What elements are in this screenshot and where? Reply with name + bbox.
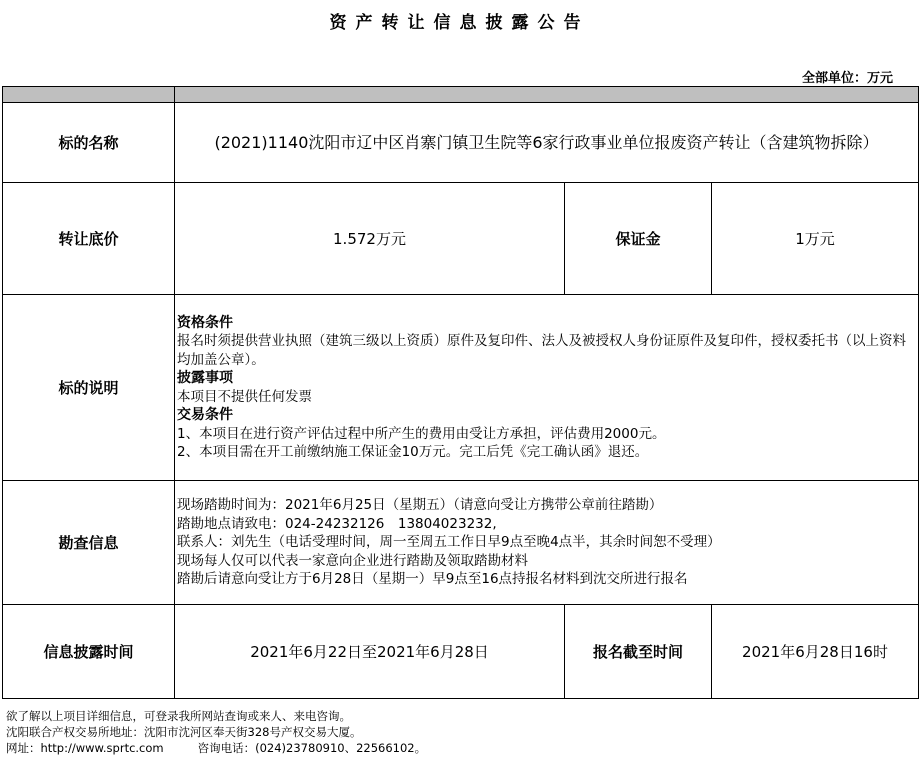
qualification-text: 报名时须提供营业执照（建筑三级以上资质）原件及复印件、法人及被授权人身份证原件及复印件，授权委托书（以上资料均加盖公章）。 [177,333,906,368]
table-header-bar [3,87,919,103]
trade-heading: 交易条件 [177,407,233,423]
disclosure-period-label: 信息披露时间 [3,605,175,699]
trade-item: 2、本项目需在开工前缴纳施工保证金10万元。完工后凭《完工确认函》退还。 [177,444,649,460]
row-subject-name [3,103,919,183]
inspection-label: 勘查信息 [3,481,175,605]
row-description [3,295,919,481]
unit-note: 全部单位：万元 [801,71,893,86]
inspection-line: 现场踏勘时间为：2021年6月25日（星期五）（请意向受让方携带公章前往踏勘） [177,497,663,514]
description-label: 标的说明 [3,295,175,481]
inspection-line: 联系人：刘先生（电话受理时间，周一至周五工作日早9点至晚4点半，其余时间恕不受理） [177,534,721,551]
disclosure-table [2,86,919,699]
website-link[interactable]: 网址：http://www.sprtc.com [6,741,164,755]
disclosure-heading: 披露事项 [177,370,233,386]
header-cell [175,87,919,103]
inspection-line: 踏勘后请意向受让方于6月28日（星期一）早9点至16点持报名材料到沈交所进行报名 [177,571,688,588]
phone-text: 咨询电话：(024)23780910、22566102。 [197,741,427,755]
reserve-price-label: 转让底价 [3,183,175,295]
inspection-line: 踏勘地点请致电：024-24232126 13804023232, [177,515,497,532]
subject-name-label: 标的名称 [3,103,175,183]
row-inspection [3,481,919,605]
subject-name-cell [175,103,919,183]
footer-line: 欲了解以上项目详细信息，可登录我所网站查询或来人、来电咨询。 [6,709,351,723]
subject-name-value: (2021)1140沈阳市辽中区肖寨门镇卫生院等6家行政事业单位报废资产转让（含建筑物拆除） [214,132,879,152]
qualification-heading: 资格条件 [177,314,233,331]
inspection-cell [175,481,919,605]
deadline-label: 报名截至时间 [565,605,712,699]
row-price [3,183,919,295]
disclosure-period-value: 2021年6月22日至2021年6月28日 [175,605,565,699]
trade-item: 1、本项目在进行资产评估过程中所产生的费用由受让方承担，评估费用2000元。 [177,425,666,442]
footer-contact [6,740,426,756]
description-cell [175,295,919,481]
footer-address: 沈阳联合产权交易所地址：沈阳市沈河区奉天街328号产权交易大厦。 [6,725,362,739]
page-title: 资产转让信息披露公告 [329,13,590,33]
reserve-price-value: 1.572万元 [175,183,565,295]
inspection-line: 现场每人仅可以代表一家意向企业进行踏勘及领取踏勘材料 [177,552,528,569]
deposit-label: 保证金 [565,183,712,295]
header-cell [3,87,175,103]
deadline-value: 2021年6月28日16时 [712,605,919,699]
deposit-value: 1万元 [712,183,919,295]
footer [6,708,426,756]
disclosure-text: 本项目不提供任何发票 [177,388,312,405]
row-disclosure-period [3,605,919,699]
